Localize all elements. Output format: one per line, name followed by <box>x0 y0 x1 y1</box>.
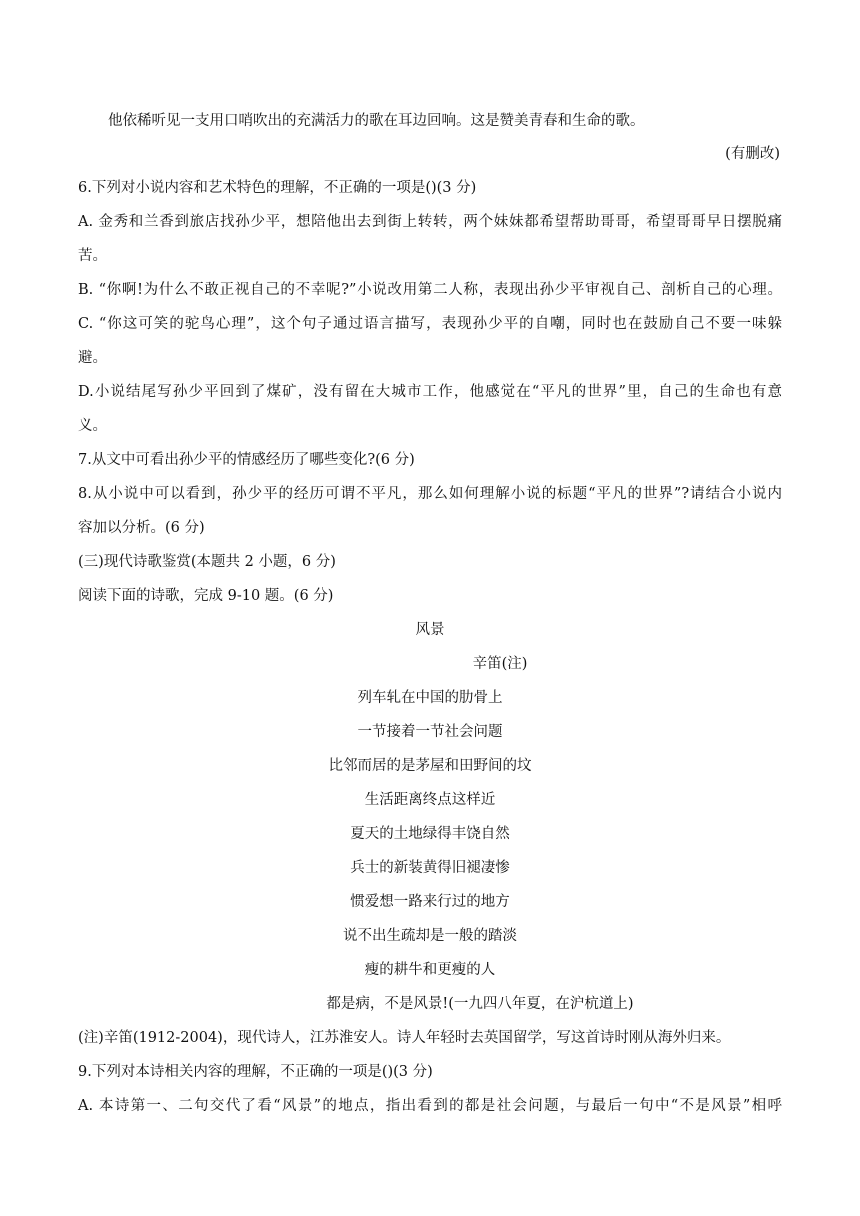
question-6-option-c: C. “你这可笑的驼鸟心理”，这个句子通过语言描写，表现孙少平的自嘲，同时也在鼓励自己不要一味躲 <box>78 316 782 332</box>
poem-author: 辛笛(注) <box>472 656 528 672</box>
poem-line: 夏天的土地绿得丰饶自然 <box>350 826 510 842</box>
question-8-stem-cont: 容加以分析。(6 分) <box>78 520 205 536</box>
poem-line: 比邻而居的是茅屋和田野间的坟 <box>328 758 532 774</box>
source-note: (有删改) <box>725 146 780 162</box>
poem-footnote: (注)辛笛(1912-2004)，现代诗人，江苏淮安人。诗人年轻时去英国留学，写这首诗时刚从海外归来。 <box>78 1030 731 1046</box>
poem-line: 生活距离终点这样近 <box>364 792 496 808</box>
question-6-option-a: A. 金秀和兰香到旅店找孙少平，想陪他出去到街上转转，两个妹妹都希望帮助哥哥，希望哥哥早日摆脱痛 <box>78 214 782 230</box>
poem-line: 惯爱想一路来行过的地方 <box>350 894 510 910</box>
question-6-stem: 6.下列对小说内容和艺术特色的理解，不正确的一项是()(3 分) <box>78 180 477 196</box>
poem-line: 都是病，不是风景!(一九四八年夏，在沪杭道上) <box>326 996 634 1012</box>
excerpt-closing-paragraph: 他依稀听见一支用口哨吹出的充满活力的歌在耳边回响。这是赞美青春和生命的歌。 <box>108 113 645 129</box>
question-6-option-d: D.小说结尾写孙少平回到了煤矿，没有留在大城市工作，他感觉在“平凡的世界”里，自己的生命也有意 <box>78 384 782 400</box>
poem-line: 列车轧在中国的肋骨上 <box>357 690 503 706</box>
poem-line: 一节接着一节社会问题 <box>357 724 503 740</box>
question-9-option-a: A. 本诗第一、二句交代了看“风景”的地点，指出看到的都是社会问题，与最后一句中“不是风景”相呼 <box>78 1098 782 1114</box>
question-7-stem: 7.从文中可看出孙少平的情感经历了哪些变化?(6 分) <box>78 452 415 468</box>
question-6-option-d-cont: 义。 <box>78 418 107 434</box>
section-3-instruction: 阅读下面的诗歌，完成 9-10 题。(6 分) <box>78 588 334 604</box>
poem-line: 瘦的耕牛和更瘦的人 <box>364 962 496 978</box>
question-6-option-b: B. “你啊!为什么不敢正视自己的不幸呢?”小说改用第二人称，表现出孙少平审视自己、剖析自己的心理。 <box>78 282 782 298</box>
question-8-stem: 8.从小说中可以看到，孙少平的经历可谓不平凡，那么如何理解小说的标题“平凡的世界”?请结合小说内 <box>78 486 782 502</box>
question-6-option-c-cont: 避。 <box>78 350 107 366</box>
poem-line: 说不出生疏却是一般的踏淡 <box>343 928 517 944</box>
section-3-heading: (三)现代诗歌鉴赏(本题共 2 小题，6 分) <box>78 554 336 570</box>
poem-line: 兵士的新装黄得旧褪凄惨 <box>350 860 510 876</box>
question-6-option-a-cont: 苦。 <box>78 248 107 264</box>
poem-title: 风景 <box>415 622 445 638</box>
question-9-stem: 9.下列对本诗相关内容的理解，不正确的一项是()(3 分) <box>78 1064 433 1080</box>
